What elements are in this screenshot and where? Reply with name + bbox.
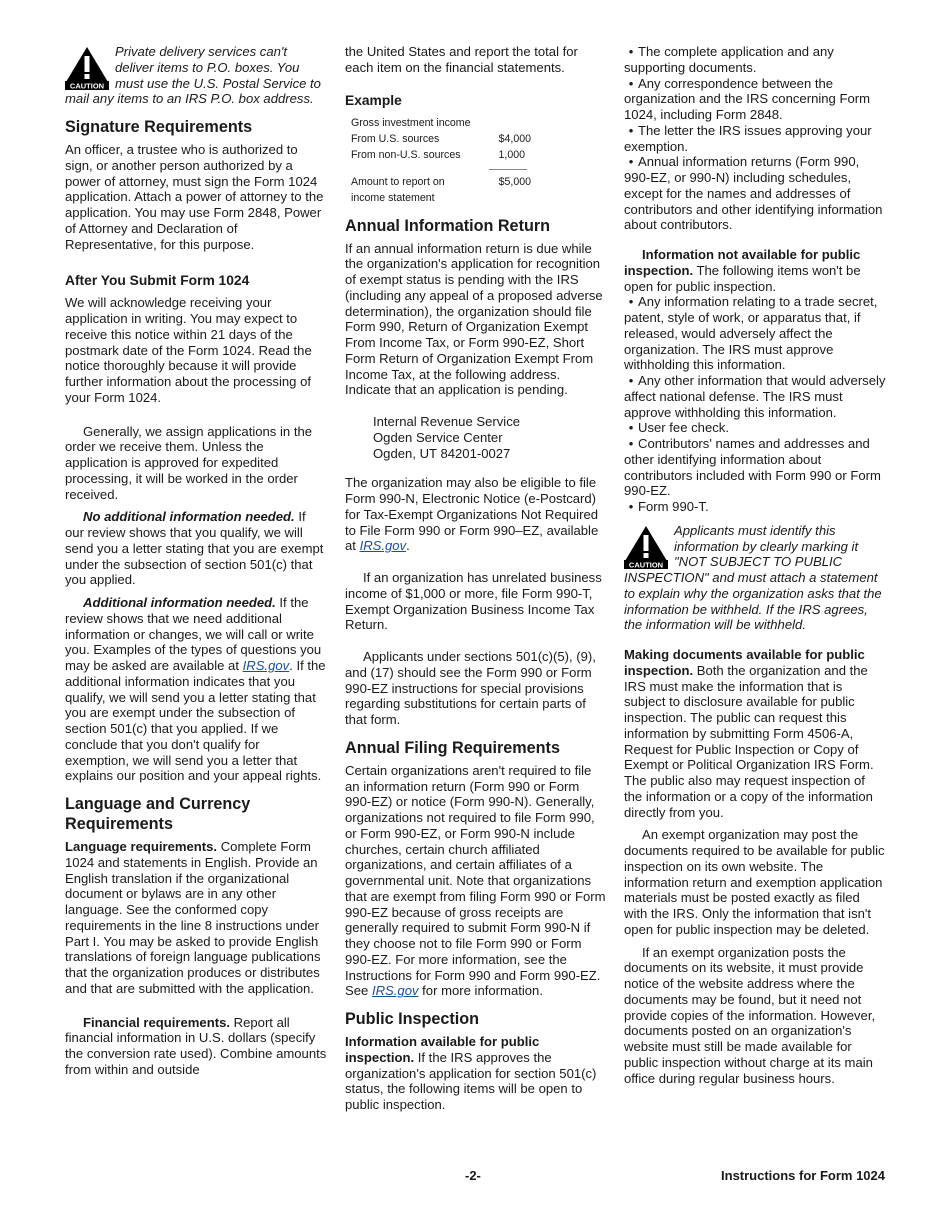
epostcard-text-a: The organization may also be eligible to file Form 990-N, Electronic Notice (e-Postcard) for Tax-Exempt Organizations Not Required to File Form 990 or Form 990–EZ, available at [345,475,599,554]
available-label: Information available for public inspection. [345,1034,540,1065]
available-items-list [624,44,886,233]
language-paragraph [65,839,327,997]
annual-filing-heading: Annual Filing Requirements [345,738,560,757]
no-info-text: If our review shows that you qualify, we will send you a letter stating that you are exempt under the subsection of section 501(c) that you applied. [65,509,324,588]
available-paragraph [345,1034,607,1113]
irs-gov-link[interactable]: IRS.gov [371,983,419,999]
example-table [351,115,531,206]
caution-note [624,523,886,633]
example-row [351,147,531,163]
not-available-label: Information not available for public inspection. [624,247,861,278]
irs-gov-link[interactable]: IRS.gov [242,658,290,673]
language-currency-heading: Language and Currency Requirements [65,795,251,833]
caution-label: CAUTION [628,560,664,569]
epostcard-paragraph [345,475,607,554]
example-divider [489,169,527,170]
irs-address [373,414,607,461]
example-row-value: 1,000 [498,148,525,161]
language-text: Complete Form 1024 and statements in English. Provide an English translation if the organizational document or bylaws are in any other language. See the conformed copy requirements in the line 8 instructions under Part I. You may be asked to provide English translations of foreign language publications that the organization produces or distributes and that are submitted with the application. [65,839,321,996]
example-row-label: From U.S. sources [351,132,440,145]
list-item: • Annual information returns (Form 990, 990-EZ, or 990-N) including schedules, except for the names and addresses of contributors and other identifying information about contributors. [624,154,883,233]
caution-text: Private delivery services can't deliver items to P.O. boxes. You must use the U.S. Postal Service to mail any items to an IRS P.O. box address. [65,44,321,107]
financial-paragraph [65,1015,327,1078]
caution-text: Applicants must identify this information by clearly marking it "NOT SUBJECT TO PUBLIC INSPECTION" and must attach a statement to explain why the organization asks that the information be withheld. If the IRS agrees, the information will be withheld. [624,522,882,633]
address-line: Ogden, UT 84201-0027 [373,445,511,461]
list-item: • The complete application and any supporting documents. [624,44,834,75]
irs-gov-link[interactable]: IRS.gov [359,538,407,554]
list-item: • Any correspondence between the organization and the IRS concerning Form 1024, including Form 2848. [624,75,871,122]
public-inspection-heading: Public Inspection [345,1010,480,1028]
example-total-label-1: Amount to report on [351,175,445,188]
available-text: If the IRS approves the organization's application for section 501(c) status, the following items will be open to public inspection. [345,1049,597,1112]
list-item: • Any information relating to a trade secret, patent, style of work, or apparatus that, if released, would adversely affect the organization. The IRS must approve withholding this information. [624,294,878,373]
footer-form-title: Instructions for Form 1024 [721,1168,885,1183]
assignment-paragraph: Generally, we assign applications in the order we receive them. Unless the application is approved for expedited processing, it will be worked in the order received. [65,423,313,502]
not-available-text: The following items won't be open for public inspection. [624,262,861,294]
making-available-paragraph [624,647,886,820]
not-available-paragraph [624,247,886,294]
list-item-text: Form 990-T. [638,499,709,514]
annual-info-text: If an annual information return is due while the organization's application for recognition of exempt status is pending with the IRS (including any appeal of a proposed adverse determination), the organization should file Form 990, Return of Organization Exempt From Income Tax, or Form 990-EZ, Short Form Return of Organization Exempt From Income Tax, at the following address. Indicate that an application is pending. [345,240,603,398]
caution-note [65,44,327,107]
annual-filing-paragraph [345,763,607,999]
website-notice-paragraph: If an exempt organization posts the documents on its website, it must provide notice of the website address where the documents may be found, but it need not provide copies of the information. However, documents posted on an organization's website must still be made available for public inspection without charge at its main office during regular business hours. [624,944,876,1086]
example-total-value: $5,000 [498,175,531,188]
example-title: Gross investment income [351,116,471,129]
after-submit-paragraph: We will acknowledge receiving your application in writing. You may expect to receive this notice within 21 days of the postmark date of the Form 1024. Read the notice thoroughly because it will provide further information about the processing of your Form 1024. [65,295,312,405]
page-number: -2- [465,1168,481,1183]
caution-icon [624,525,668,569]
list-item-text: The complete application and any supporting documents. [624,44,834,75]
signature-text: An officer, a trustee who is authorized to sign, or another person authorized by a power of attorney, must sign the Form 1024 application. Attach a power of attorney to the application. You may use Form 2848, Power of Attorney and Declaration of Representative, for this purpose. [65,142,324,252]
financial-text: Report all financial information in U.S. dollars (specify the conversion rate used). Combine amounts from within and outside [65,1014,327,1077]
example-heading: Example [345,92,402,108]
add-info-text-a: If the review shows that we need additional information or changes, we will call or write you. Examples of the types of questions you may be asked are available at [65,595,322,673]
list-item-text: Contributors' names and addresses and other identifying information about contributors included with Form 990 or Form 990-EZ. [624,436,881,499]
language-label: Language requirements. [65,839,218,854]
column-right [624,44,886,1093]
address-line: Ogden Service Center [373,429,503,445]
example-total-label-2: income statement [351,191,435,204]
annual-filing-text-b: for more information. [422,983,543,999]
list-item: • Form 990-T. [628,499,709,514]
annual-info-heading: Annual Information Return [345,216,551,235]
caution-icon [65,46,109,90]
list-item-text: Any other information that would adversely affect national defense. The IRS must approve withholding this information. [624,373,886,420]
signature-heading: Signature Requirements [65,118,253,136]
list-item: • User fee check. [628,420,729,436]
address-line: Internal Revenue Service [373,414,521,429]
epostcard-text-b: . [406,538,410,554]
example-row [351,131,531,147]
example-row-value: $4,000 [498,132,531,145]
not-available-items-list [624,294,886,515]
making-available-text: Both the organization and the IRS must make the information that is subject to disclosure available for public inspection. The public can request this information by submitting Form 4506-A, Request for Public Inspection or Copy of Exempt or Political Organization IRS Form. The public also may request inspection of the information or a copy of the information directly from you. [624,662,874,820]
column-middle [345,44,607,1120]
no-info-label: No additional information needed. [83,509,295,525]
list-item: • Contributors' names and addresses and other identifying information about contributors included with Form 990 or Form 990-EZ. [624,436,881,499]
list-item-text: The letter the IRS issues approving your exemption. [624,122,872,154]
list-item-text: User fee check. [638,420,729,436]
financial-continued: the United States and report the total for each item on the financial statements. [345,44,578,75]
list-item: • The letter the IRS issues approving your exemption. [624,122,872,154]
add-info-text-b: . If the additional information indicates that you qualify, we will send you a letter stating that you are exempt under the subsection of section 501(c) that you applied. If we conclude that you don't qualify for exemption, we will send you a letter that explains our position and your appeal rights. [65,658,326,784]
making-available-label: Making documents available for public inspection. [624,647,865,678]
list-item-text: Any correspondence between the organization and the IRS concerning Form 1024, including Form 2848. [624,75,871,122]
unrelated-income-paragraph: If an organization has unrelated business income of $1,000 or more, file Form 990-T, Exempt Organization Business Income Tax Return. [345,570,602,633]
caution-label: CAUTION [69,81,105,90]
example-row-label: From non-U.S. sources [351,148,461,161]
add-info-paragraph [65,595,327,784]
list-item-text: Annual information returns (Form 990, 990-EZ, or 990-N) including schedules, except for the names and addresses of contributors and other identifying information about contributors. [624,154,883,233]
financial-label: Financial requirements. [83,1014,230,1030]
annual-filing-text-a: Certain organizations aren't required to file an information return (Form 990 or Form 990-EZ) or notice (Form 990-N). Generally, organizations not required to file Form 990, or Form 990-EZ, or Form 990-N include churches, certain church affiliated organizations, and certain affiliates of a governmental unit. Note that organizations that are exempt from filing Form 990 or Form 990-EZ because of gross receipts are generally required to submit Form 990-N if they choose not to file Form 990 or Form 990-EZ. For more information, see the Instructions for Form 990 and Form 990-EZ. See [345,762,606,999]
website-posting-paragraph: An exempt organization may post the documents required to be available for public inspection on its own website. The information return and exemption application materials must be posted exactly as filed with the IRS. Only the information that isn't open for public inspection may be deleted. [624,827,885,937]
add-info-label: Additional information needed. [83,595,276,610]
example-total-row [351,174,531,206]
after-submit-heading: After You Submit Form 1024 [65,273,250,289]
column-left [65,44,327,1085]
special-sections-paragraph: Applicants under sections 501(c)(5), (9), and (17) should see the Form 990 or Form 990-EZ instructions for special provisions regarding substitutions for certain parts of that form. [345,649,596,727]
list-item-text: Any information relating to a trade secret, patent, style of work, or apparatus that, if released, would adversely affect the organization. The IRS must approve withholding this information. [624,294,878,373]
list-item: • Any other information that would adversely affect national defense. The IRS must approve withholding this information. [624,373,886,420]
no-info-paragraph [65,509,327,588]
